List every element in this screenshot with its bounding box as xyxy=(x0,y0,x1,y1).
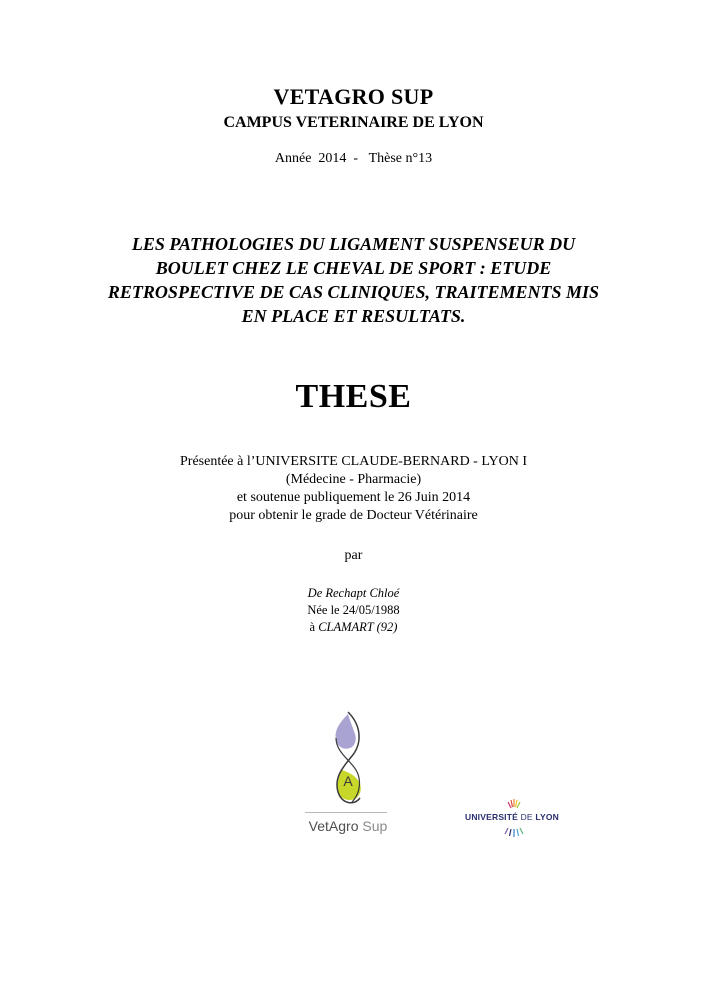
author-place: CLAMART (92) xyxy=(318,620,398,634)
udl-text-de: DE xyxy=(520,812,533,822)
vetagro-text-vet: VetAgro xyxy=(308,818,359,834)
author-place-prefix: à xyxy=(309,620,316,634)
institution-name: VETAGRO SUP xyxy=(273,84,434,109)
presentation-line: (Médecine - Pharmacie) xyxy=(285,472,422,487)
author-birth: Née le 24/05/1988 xyxy=(307,603,400,617)
presentation-line: pour obtenir le grade de Docteur Vétérinaire xyxy=(229,508,478,523)
thesis-title-line: RETROSPECTIVE DE CAS CLINIQUES, TRAITEMENTS MIS xyxy=(107,282,600,302)
vetagro-lavender-drop xyxy=(336,714,356,749)
separator: - xyxy=(353,151,359,166)
thesis-title-line: BOULET CHEZ LE CHEVAL DE SPORT : ETUDE xyxy=(155,258,552,278)
thesis-title-line: EN PLACE ET RESULTATS. xyxy=(241,306,466,326)
udl-wordmark xyxy=(465,812,559,822)
thesis-number: Thèse n°13 xyxy=(368,151,433,166)
these-heading: THESE xyxy=(295,378,412,415)
par-label: par xyxy=(344,548,363,563)
author-name: De Rechapt Chloé xyxy=(307,586,400,600)
presentation-block xyxy=(0,453,707,525)
vetagro-divider xyxy=(305,812,387,813)
author-place-line xyxy=(0,619,707,636)
presentation-line: et soutenue publiquement le 26 Juin 2014 xyxy=(236,490,471,505)
campus-name: CAMPUS VETERINAIRE DE LYON xyxy=(223,114,484,131)
udl-text-lyon: LYON xyxy=(535,812,559,822)
thesis-title xyxy=(0,232,707,328)
year-label: Année xyxy=(274,151,312,166)
thesis-title-line: LES PATHOLOGIES DU LIGAMENT SUSPENSEUR DU xyxy=(131,234,576,254)
vetagro-text-sup: Sup xyxy=(362,818,388,834)
vetagro-wordmark xyxy=(298,818,398,834)
year-thesis-line xyxy=(0,151,707,167)
udl-text-universite: UNIVERSITÉ xyxy=(465,812,519,822)
author-block xyxy=(0,585,707,636)
vetagro-letter-a: A xyxy=(343,773,353,789)
year-value: 2014 xyxy=(318,151,347,166)
presentation-line: Présentée à l’UNIVERSITE CLAUDE-BERNARD - LYON I xyxy=(180,454,527,469)
